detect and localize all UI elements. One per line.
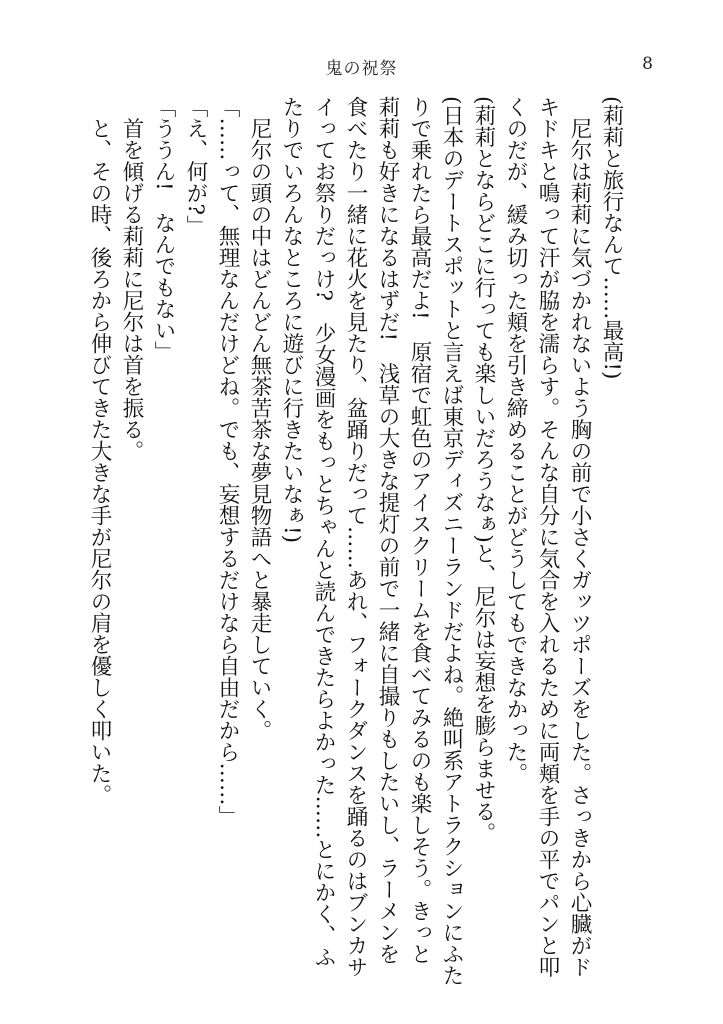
paragraph: 「ううん! なんでもない」 (151, 96, 176, 363)
paragraph: (莉莉と旅行なんて……最高!) (599, 96, 624, 380)
paragraph: (莉莉とならどこに行っても楽しいだろうなぁ)と、尼尔は妄想を膨らませる。 (471, 96, 496, 844)
paragraph: 尼尔は莉莉に気づかれないよう胸の前で小さくガッツポーズをした。さっきから心臓がドキドキと鳴って汗が脇を濡らす。そんな自分に気合を入れるために両頬を手の平でパンと叩くのだが、緩み切った頬を引き締めることがどうしてもできなかった。 (503, 96, 592, 978)
vertical-body-text (87, 96, 627, 986)
paragraph: 「……って、無理なんだけどね。でも、妄想するだけなら自由だから……」 (215, 96, 240, 827)
paragraph: (日本のデートスポットと言えば東京ディズニーランドだよね。絶叫系アトラクションにふたりで乗れたら最高だよ! 原宿で虹色のアイスクリームを食べてみるのも楽しそう。きっと莉莉も好きになるはずだ! 浅草の大きな提灯の前で一緒に自撮りもしたいし、ラーメンを食べたり一緒に花火を見たり、盆踊りだって……あれ、フォークダンスを踊るのはブンカサイってお祭りだっけ? 少女漫画をもっとちゃんと読んできたらよかった……とにかく、ふたりでいろんなところに遊びに行きたいなぁ!) (279, 96, 464, 986)
page-header-title: 鬼の祝祭 (325, 59, 398, 79)
paragraph: 首を傾げる莉莉に尼尔は首を振る。 (119, 96, 144, 462)
paragraph: 尼尔の頭の中はどんどん無茶苦茶な夢見物語へと暴走していく。 (247, 96, 272, 741)
paragraph: 「え、何が?」 (183, 96, 208, 237)
paragraph: と、その時、後ろから伸びてきた大きな手が尼尔の肩を優しく叩いた。 (87, 96, 112, 806)
page-number: 8 (642, 54, 653, 74)
